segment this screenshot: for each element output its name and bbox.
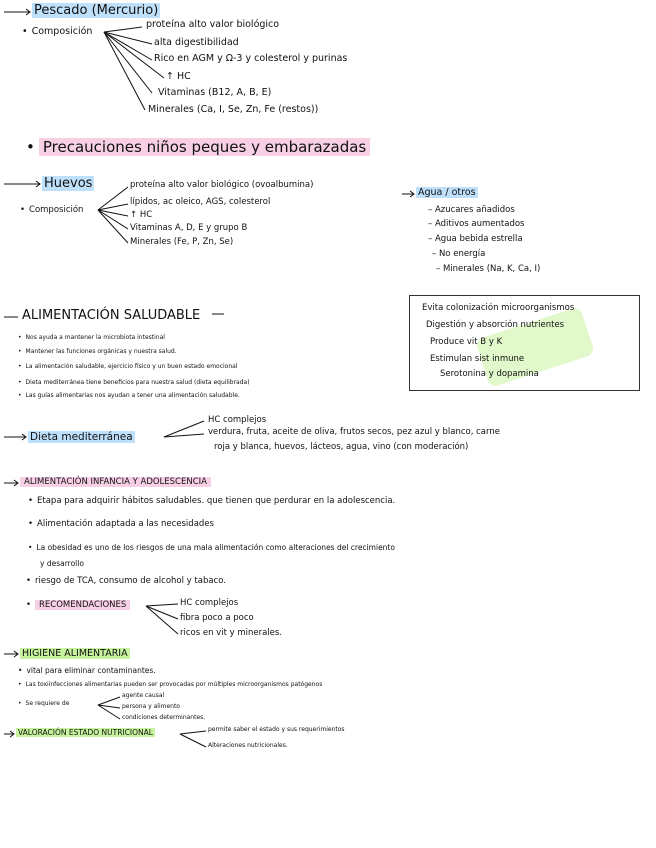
- huevos-item: Minerales (Fe, P, Zn, Se): [130, 237, 234, 247]
- infancia-bullet: • Etapa para adquirir hábitos saludables. que tienen que perdurar en la adolescencia.: [28, 497, 395, 506]
- valoracion-title: VALORACIÓN ESTADO NUTRICIONAL: [18, 728, 153, 737]
- dieta-item: roja y blanca, huevos, lácteos, agua, vino (con moderación): [214, 442, 469, 452]
- higiene-bullet: • vital para eliminar contaminantes.: [18, 667, 156, 675]
- huevos-item: ↑ HC: [130, 210, 153, 220]
- box-line: Evita colonización microorganismos: [422, 303, 575, 313]
- box-line: Produce vit B y K: [430, 337, 503, 347]
- dieta-item: verdura, fruta, aceite de oliva, frutos secos, pez azul y blanco, carne: [208, 427, 500, 437]
- agua-item: – Azucares añadidos: [428, 205, 515, 215]
- box-line: Digestión y absorción nutrientes: [426, 320, 565, 330]
- higiene-bullet: • Las toxiinfecciones alimentarias pueden ser provocadas por múltiples microorganismos patógenos: [18, 682, 322, 688]
- box-line: Estimulan sist inmune: [430, 354, 525, 364]
- pescado-composicion-label: • Composición: [22, 27, 92, 37]
- huevos-item: lípidos, ac oleico, AGS, colesterol: [130, 197, 271, 207]
- higiene-bullet: • Se requiere de: [18, 701, 69, 707]
- requiere-item: persona y alimento: [122, 703, 180, 710]
- valoracion-item: permite saber el estado y sus requerimientos: [208, 726, 345, 733]
- agua-item: – Aditivos aumentados: [428, 219, 525, 229]
- microbiota-box: [409, 295, 640, 391]
- infancia-bullet: • riesgo de TCA, consumo de alcohol y tabaco.: [26, 577, 226, 586]
- dieta-title: Dieta mediterránea: [30, 431, 133, 443]
- infancia-bullet-continuation: y desarrollo: [40, 559, 84, 568]
- valoracion-item: Alteraciones nutricionales.: [208, 742, 288, 749]
- infancia-bullet: • Alimentación adaptada a las necesidades: [28, 520, 214, 529]
- pescado-item: proteína alto valor biológico: [146, 19, 280, 30]
- saludable-bullet: • La alimentación saludable, ejercicio físico y un buen estado emocional: [18, 364, 238, 370]
- higiene-title: HIGIENE ALIMENTARIA: [22, 648, 128, 659]
- requiere-item: agente causal: [122, 692, 165, 699]
- pescado-item: Vitaminas (B12, A, B, E): [158, 87, 272, 98]
- recomendacion-item: fibra poco a poco: [180, 613, 254, 623]
- pescado-item: ↑ HC: [166, 71, 191, 82]
- recomendacion-item: ricos en vit y minerales.: [180, 628, 283, 638]
- agua-title: Agua / otros: [418, 187, 476, 198]
- recomendacion-item: HC complejos: [180, 598, 239, 608]
- infancia-bullet: • La obesidad es uno de los riesgos de una mala alimentación como alteraciones del crecimiento: [28, 544, 395, 552]
- pescado-title: Pescado (Mercurio): [34, 3, 159, 18]
- saludable-bullet: • Las guías alimentarias nos ayudan a tener una alimentación saludable.: [18, 393, 240, 399]
- huevos-composicion-label: • Composición: [20, 206, 83, 215]
- huevos-title: Huevos: [44, 176, 93, 191]
- pescado-item: alta digestibilidad: [154, 37, 239, 48]
- saludable-bullet: • Dieta mediterránea tiene beneficios para nuestra salud (dieta equilibrada): [18, 380, 250, 386]
- dieta-item: HC complejos: [208, 415, 267, 425]
- saludable-bullet: • Nos ayuda a mantener la microbiota intestinal: [18, 335, 165, 341]
- box-line: Serotonina y dopamina: [440, 369, 539, 379]
- alimentacion-saludable-title: ALIMENTACIÓN SALUDABLE: [22, 308, 201, 323]
- agua-item: – Minerales (Na, K, Ca, I): [436, 264, 541, 274]
- huevos-item: Vitaminas A, D, E y grupo B: [130, 223, 248, 233]
- requiere-item: condiciones determinantes.: [122, 714, 206, 721]
- recomendaciones-label: • RECOMENDACIONES: [26, 601, 130, 610]
- precauciones-heading: • Precauciones niños peques y embarazadas: [26, 140, 370, 155]
- agua-item: – Agua bebida estrella: [428, 234, 523, 244]
- agua-item: – No energía: [432, 249, 486, 259]
- pescado-item: Minerales (Ca, I, Se, Zn, Fe (restos)): [148, 104, 319, 115]
- huevos-item: proteína alto valor biológico (ovoalbumina): [130, 180, 314, 190]
- infancia-title: ALIMENTACIÓN INFANCIA Y ADOLESCENCIA: [20, 478, 211, 487]
- saludable-bullet: • Mantener las funciones orgánicas y nuestra salud.: [18, 349, 177, 355]
- pescado-item: Rico en AGM y Ω-3 y colesterol y purinas: [154, 53, 348, 64]
